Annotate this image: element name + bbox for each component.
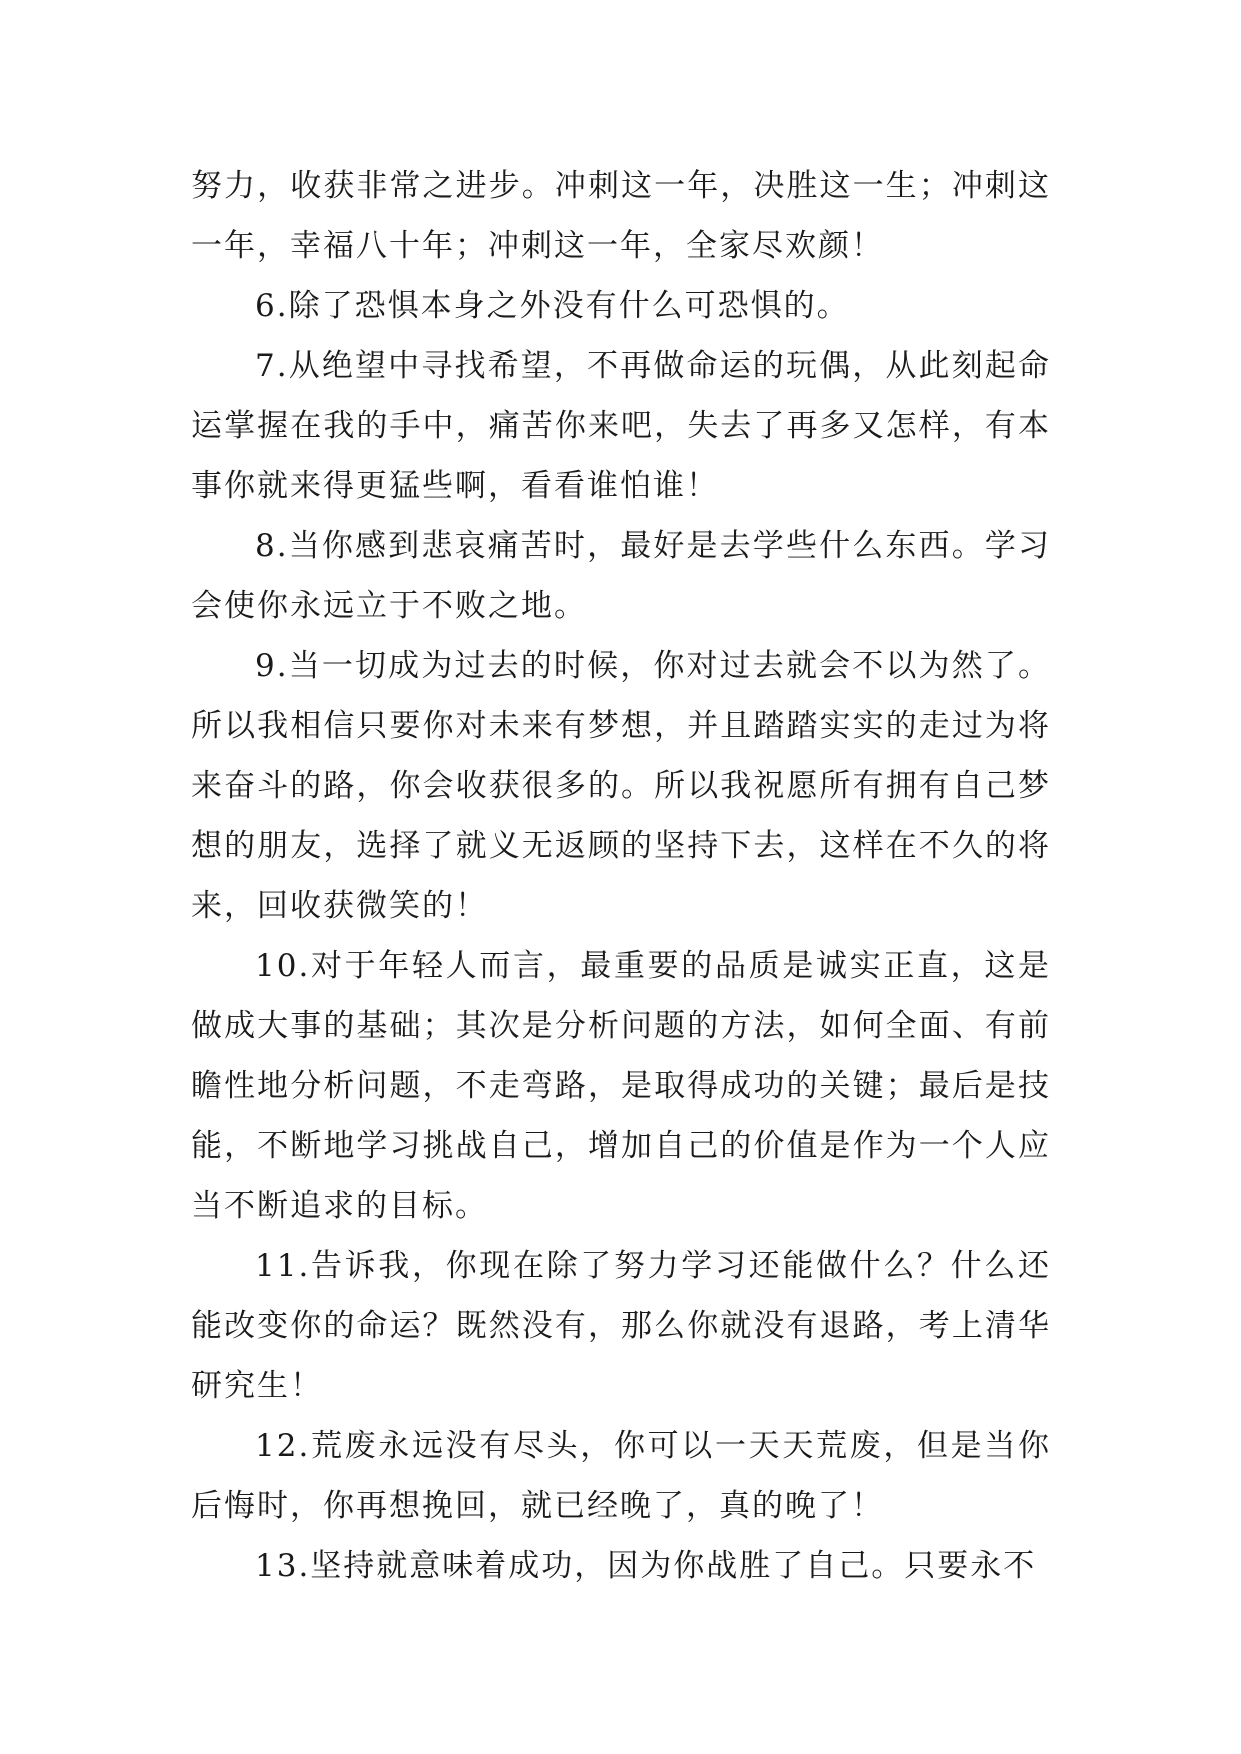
paragraph-item-8: 8.当你感到悲哀痛苦时，最好是去学些什么东西。学习会使你永远立于不败之地。 xyxy=(191,528,1051,624)
paragraph-item-7: 7.从绝望中寻找希望，不再做命运的玩偶，从此刻起命运掌握在我的手中，痛苦你来吧，失去了再多又怎样，有本事你就来得更猛些啊，看看谁怕谁！ xyxy=(191,348,1051,504)
paragraph-item-6: 6.除了恐惧本身之外没有什么可恐惧的。 xyxy=(255,288,850,324)
paragraph-continuation: 努力，收获非常之进步。冲刺这一年，决胜这一生；冲刺这一年，幸福八十年；冲刺这一年，全家尽欢颜！ xyxy=(191,168,1051,264)
document-body xyxy=(191,156,1051,1596)
paragraph-item-9: 9.当一切成为过去的时候，你对过去就会不以为然了。所以我相信只要你对未来有梦想，并且踏踏实实的走过为将来奋斗的路，你会收获很多的。所以我祝愿所有拥有自己梦想的朋友，选择了就义无返顾的坚持下去，这样在不久的将来，回收获微笑的！ xyxy=(191,648,1051,924)
paragraph-item-10: 10.对于年轻人而言，最重要的品质是诚实正直，这是做成大事的基础；其次是分析问题的方法，如何全面、有前瞻性地分析问题，不走弯路，是取得成功的关键；最后是技能，不断地学习挑战自己，增加自己的价值是作为一个人应当不断追求的目标。 xyxy=(191,948,1051,1224)
paragraph-item-12: 12.荒废永远没有尽头，你可以一天天荒废，但是当你后悔时，你再想挽回，就已经晚了，真的晚了！ xyxy=(191,1428,1051,1524)
paragraph-item-13: 13.坚持就意味着成功，因为你战胜了自己。只要永不 xyxy=(255,1548,1037,1584)
paragraph-item-11: 11.告诉我，你现在除了努力学习还能做什么？什么还能改变你的命运？既然没有，那么你就没有退路，考上清华研究生！ xyxy=(191,1248,1051,1404)
